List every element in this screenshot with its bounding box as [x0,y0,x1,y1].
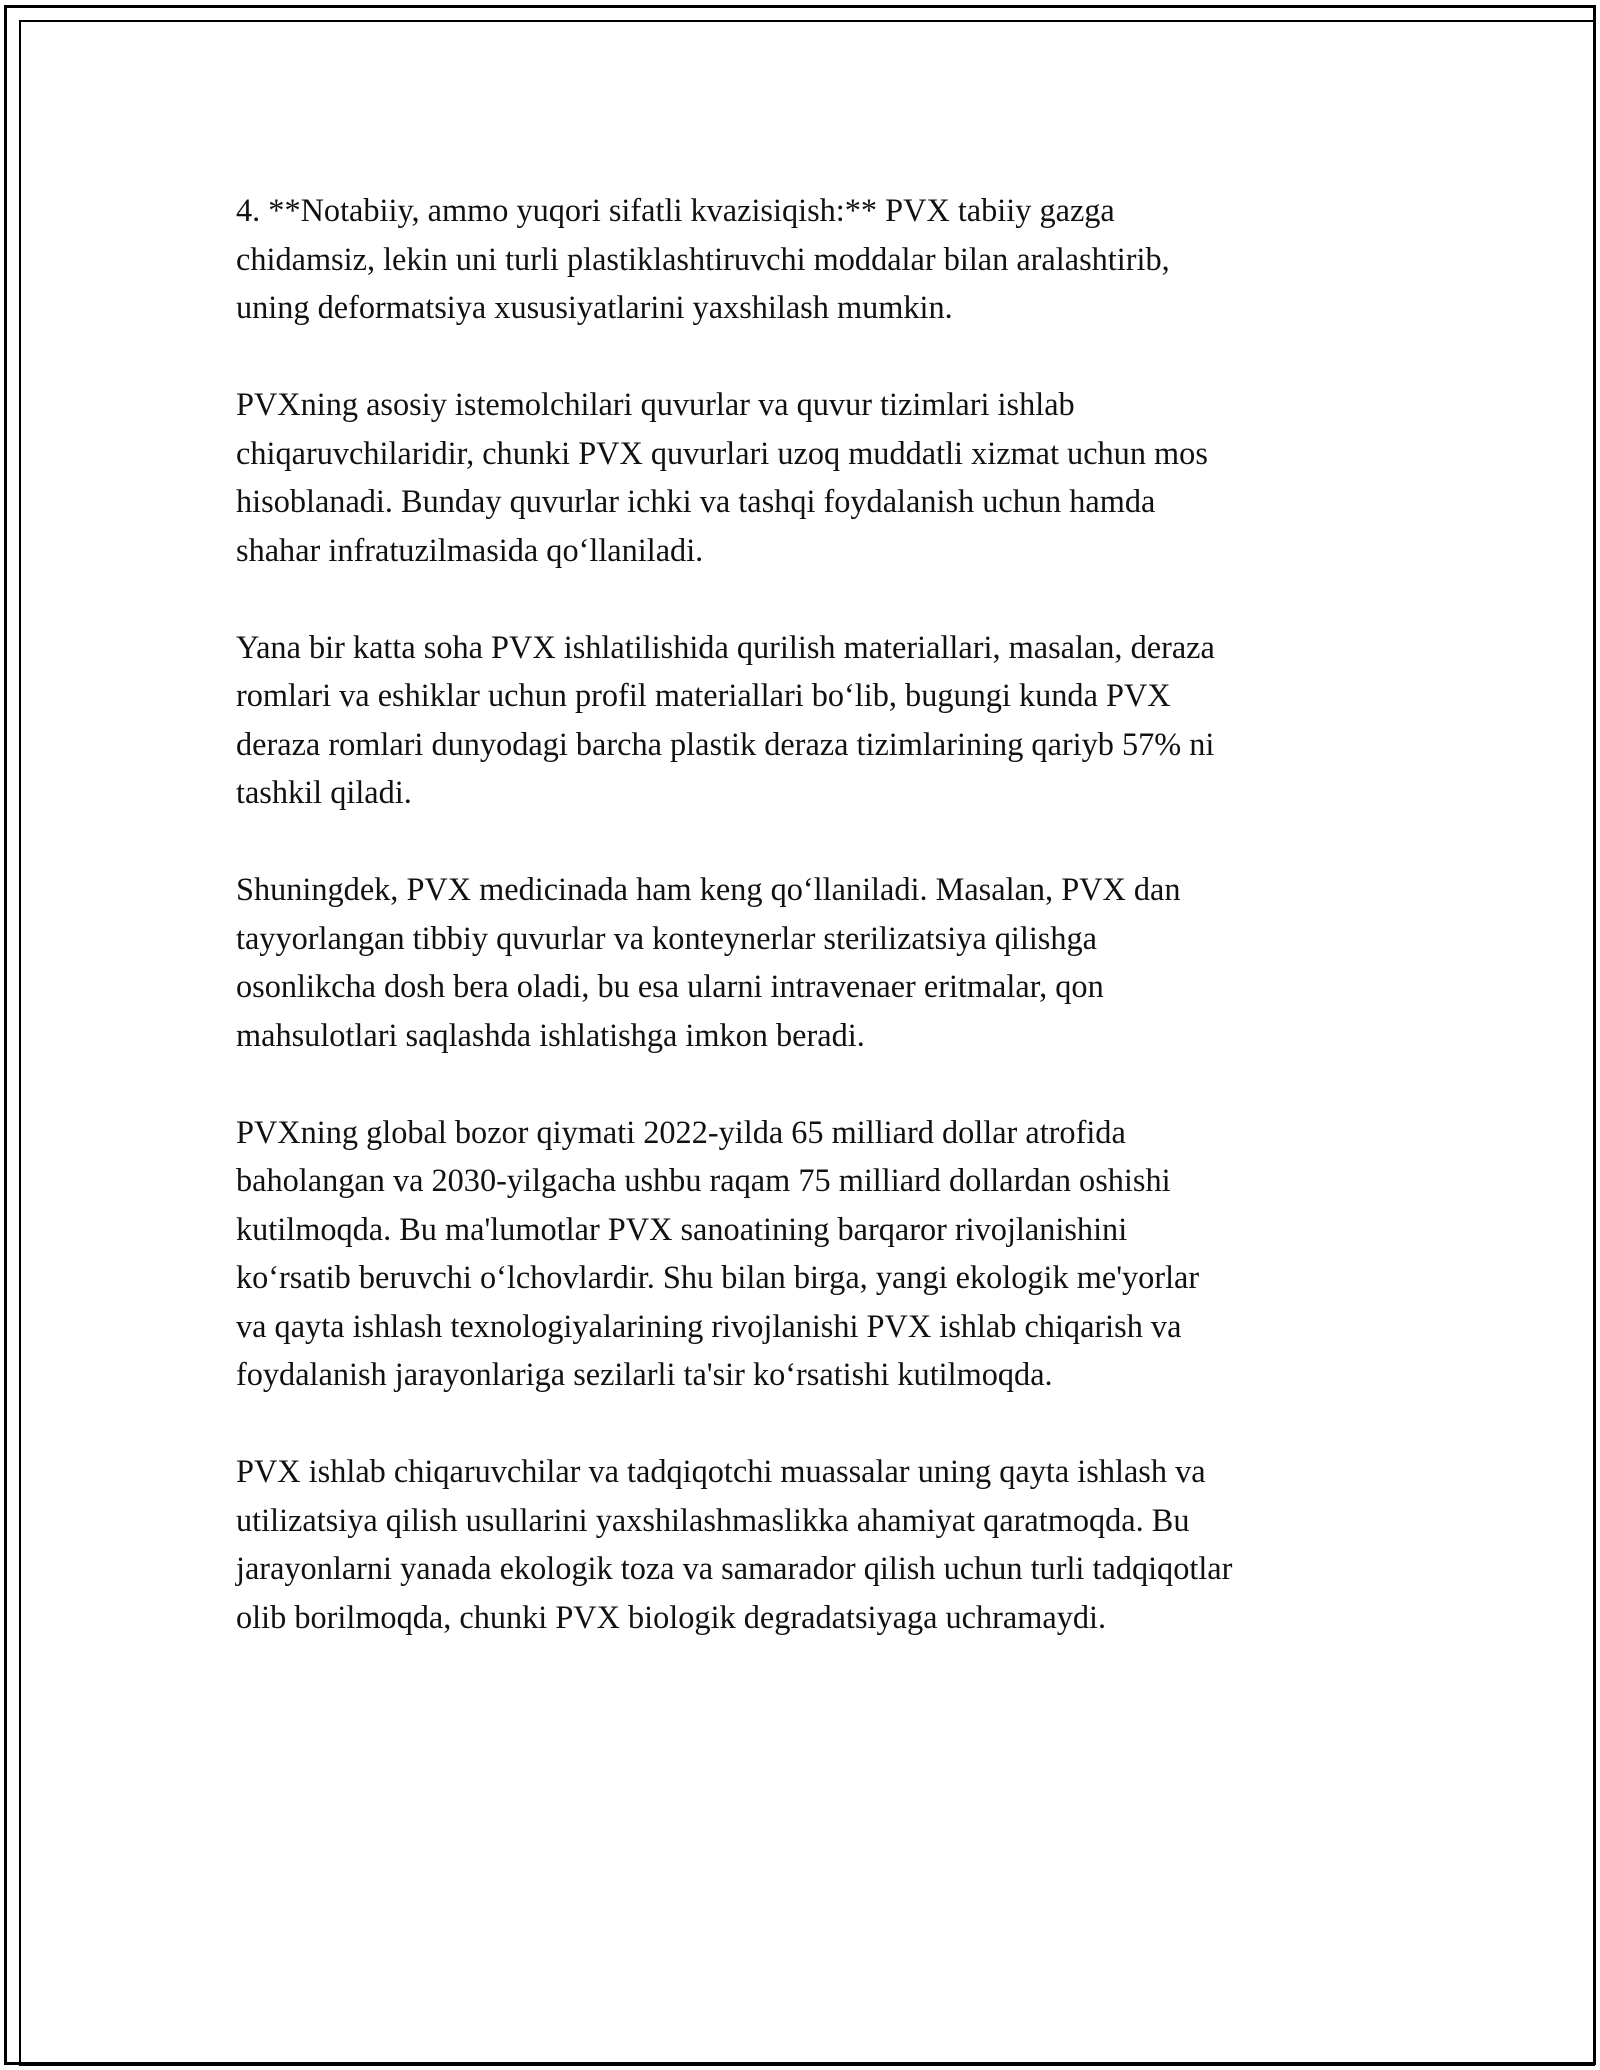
paragraph-medicine: Shuningdek, PVX medicinada ham keng qo‘llaniladi. Masalan, PVX dan tayyorlangan tibbiy quvurlar va konteynerlar sterilizatsiya qilishga osonlikcha dosh bera oladi, bu esa ularni intravenaer eritmalar, qon mahsulotlari saqlashda ishlatishga imkon beradi. [236,871,1181,1053]
paragraph-global-market: PVXning global bozor qiymati 2022-yilda 65 milliard dollar atrofida baholangan va 2030-yilgacha ushbu raqam 75 milliard dollardan oshishi kutilmoqda. Bu ma'lumotlar PVX sanoatining barqaror rivojlanishini ko‘rsatib beruvchi o‘lchovlardir. Shu bilan birga, yangi ekologik me'yorlar va qayta ishlash texnologiyalarining rivojlanishi PVX ishlab chiqarish va foydalanish jarayonlariga sezilarli ta'sir ko‘rsatishi kutilmoqda. [236,1113,1200,1392]
paragraph-recycling: PVX ishlab chiqaruvchilar va tadqiqotchi muassalar uning qayta ishlash va utilizatsiya qilish usullarini yaxshilashmaslikka ahamiyat qaratmoqda. Bu jarayonlarni yanada ekologik toza va samarador qilish uchun turli tadqiqotlar olib borilmoqda, chunki PVX biologik degradatsiyaga uchramaydi. [236,1453,1233,1635]
paragraph-construction-materials: Yana bir katta soha PVX ishlatilishida qurilish materiallari, masalan, deraza romlari va eshiklar uchun profil materiallari bo‘lib, bugungi kunda PVX deraza romlari dunyodagi barcha plastik deraza tizimlarining qariyb 57% ni tashkil qiladi. [236,628,1215,810]
document-body [236,186,1376,1690]
paragraph-pvc-properties: 4. **Notabiiy, ammo yuqori sifatli kvazisiqish:** PVX tabiiy gazga chidamsiz, lekin uni turli plastiklashtiruvchi moddalar bilan aralashtirib, uning deformatsiya xususiyatlarini yaxshilash mumkin. [236,192,1170,325]
paragraph-pipe-consumers: PVXning asosiy istemolchilari quvurlar va quvur tizimlari ishlab chiqaruvchilaridir, chunki PVX quvurlari uzoq muddatli xizmat uchun mos hisoblanadi. Bunday quvurlar ichki va tashqi foydalanish uchun hamda shahar infratuzilmasida qo‘llaniladi. [236,386,1208,568]
